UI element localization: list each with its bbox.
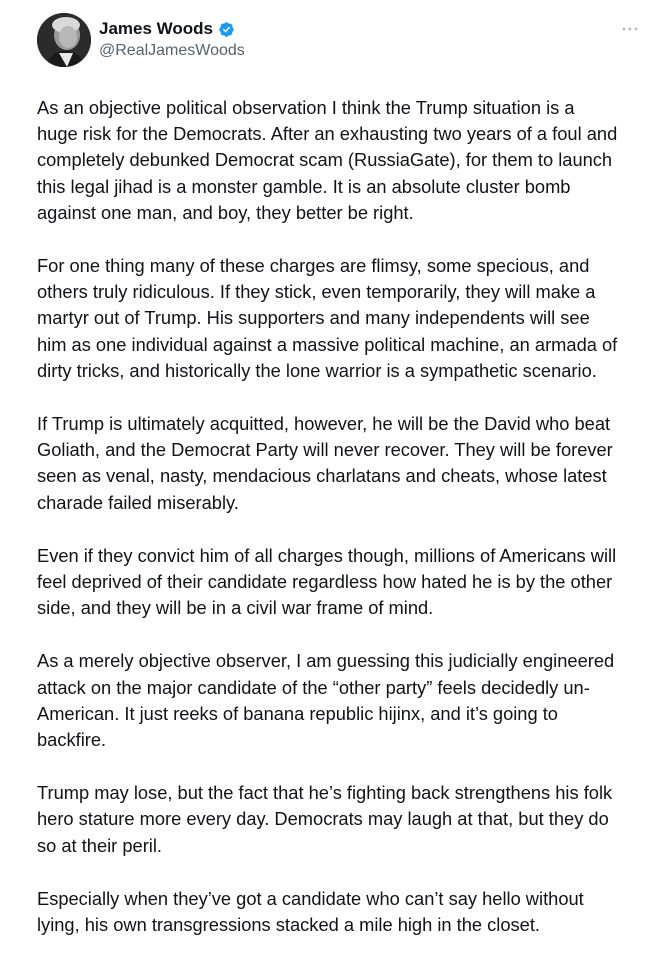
author-names xyxy=(99,18,245,60)
display-name-row xyxy=(99,18,245,40)
author-handle[interactable]: @RealJamesWoods xyxy=(99,42,245,59)
tweet-paragraph: As a merely objective observer, I am guessing this judicially engineered attack on the major candidate of the “other party” feels decidedly un- American. It just reeks of banana republic hijinx, and it’s going to backfire. xyxy=(37,650,615,751)
display-name[interactable]: James Woods xyxy=(99,19,214,38)
tweet-header xyxy=(37,13,647,73)
tweet-paragraph: Especially when they’ve got a candidate who can’t say hello without lying, his own transgressions stacked a mile high in the closet. xyxy=(37,887,584,936)
tweet-paragraph: As an objective political observation I think the Trump situation is a huge risk for the Democrats. After an exhausting two years of a foul and completely debunked Democrat scam (RussiaGate), for them to launch this legal jihad is a monster gamble. It is an absolute cluster bomb against one man, and boy, they better be right. xyxy=(37,97,618,223)
profile-photo-icon xyxy=(37,13,91,67)
tweet-paragraph: If Trump is ultimately acquitted, however, he will be the David who beat Goliath, and the Democrat Party will never recover. They will be forever seen as venal, nasty, mendacious charlatans and cheats, whose latest charade failed miserably. xyxy=(37,413,613,513)
avatar[interactable] xyxy=(37,13,91,67)
tweet-text xyxy=(37,95,657,965)
tweet-paragraph: Trump may lose, but the fact that he’s fighting back strengthens his folk hero stature more every day. Democrats may laugh at that, but they do so at their peril. xyxy=(37,782,613,856)
more-options-icon[interactable] xyxy=(619,15,641,37)
verified-badge-icon xyxy=(218,21,235,38)
tweet-paragraph: For one thing many of these charges are flimsy, some specious, and others truly ridiculous. If they stick, even temporarily, they will make a martyr out of Trump. His supporters and many independents will see him as one individual against a massive political machine, an armada of dirty tricks, and historically the lone warrior is a sympathetic scenario. xyxy=(37,255,618,381)
tweet-paragraph: Even if they convict him of all charges though, millions of Americans will feel deprived of their candidate regardless how hated he is by the other side, and they will be in a civil war frame of mind. xyxy=(37,544,617,619)
